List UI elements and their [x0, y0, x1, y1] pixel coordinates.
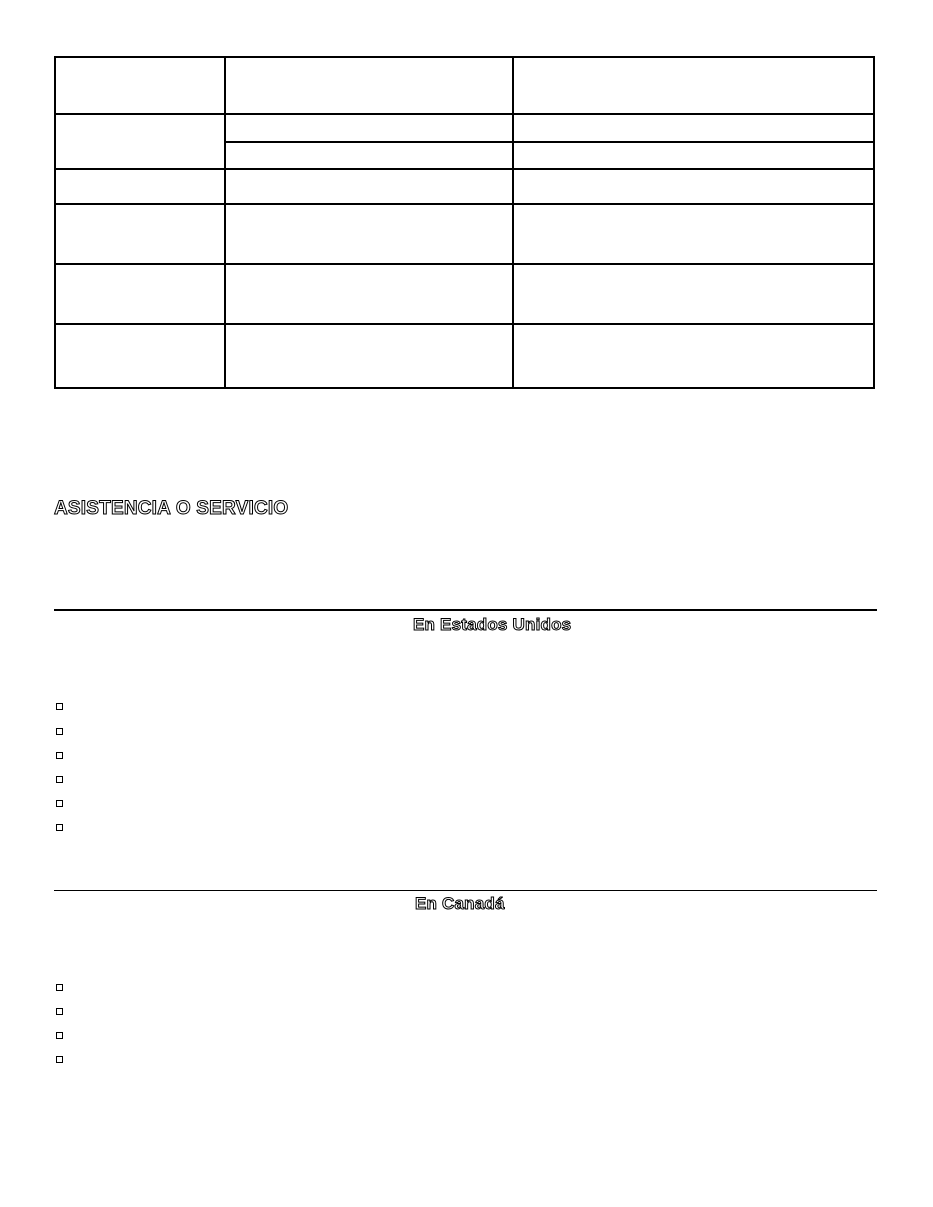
canada-heading: En Canadá: [415, 894, 505, 913]
usa-bullet-4: [56, 776, 63, 783]
table-col-divider-2: [512, 56, 514, 389]
table-row-divider-2: [224, 141, 875, 143]
table-row-divider-6: [54, 323, 875, 325]
usa-bullet-5: [56, 800, 63, 807]
table-row-divider-1: [54, 113, 875, 115]
canada-bullet-2: [56, 1008, 63, 1015]
table-row-divider-5: [54, 263, 875, 265]
table-col-divider-1: [224, 56, 226, 389]
canada-bullet-4: [56, 1056, 63, 1063]
table-row-divider-3: [54, 168, 875, 170]
usa-heading: En Estados Unidos: [413, 615, 572, 634]
usa-bullet-3: [56, 752, 63, 759]
canada-rule: [54, 890, 877, 891]
table-row-divider-4: [54, 203, 875, 205]
usa-rule: [54, 609, 877, 611]
canada-bullet-1: [56, 984, 63, 991]
spec-table: [54, 56, 875, 389]
canada-bullet-3: [56, 1032, 63, 1039]
section-title: ASISTENCIA O SERVICIO: [54, 498, 289, 519]
usa-bullet-1: [56, 703, 63, 710]
usa-bullet-2: [56, 728, 63, 735]
usa-bullet-6: [56, 824, 63, 831]
